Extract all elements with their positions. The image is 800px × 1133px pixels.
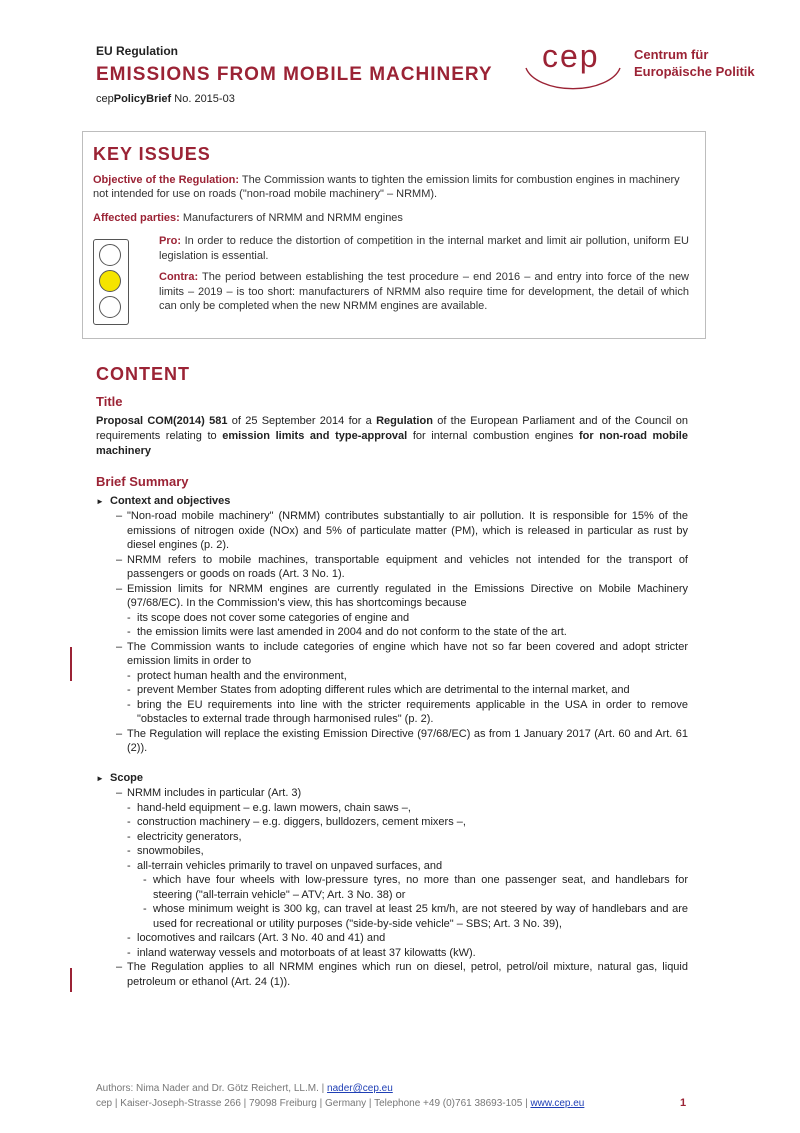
sub-list-item: - all-terrain vehicles primarily to travel on unpaved surfaces, and - which have four wheels with low-pressure tyres, no more than one passenger seat, and handlebars for steering ("all-terrain vehicle" – ATV; Art. 3 No. 38) or - whose minimum weight is 300 kg, can travel at least 25 km/h, are not steered by way of handlebars and are used for recreational or utility purposes ("side-by-side vehicle" – SBS; Art. 3 No. 39), (127, 859, 688, 932)
logo-text: cep (542, 38, 600, 74)
brief-number: cepPolicyBrief No. 2015-03 (96, 93, 235, 105)
triangle-bullet-icon: ► (96, 774, 104, 783)
document-title: EMISSIONS FROM MOBILE MACHINERY (96, 64, 493, 85)
footer-address: cep | Kaiser-Joseph-Strasse 266 | 79098 Freiburg | Germany | Telephone +49 (0)761 38693-105 | www.cep.eu (96, 1098, 585, 1109)
triangle-bullet-icon: ► (96, 497, 104, 506)
context-list (116, 509, 688, 756)
sub-list-item: - hand-held equipment – e.g. lawn mowers, chain saws –, (127, 801, 688, 816)
sub-list-item: - which have four wheels with low-pressure tyres, no more than one passenger seat, and handlebars for steering ("all-terrain vehicle" – ATV; Art. 3 No. 38) or (137, 873, 688, 902)
brief-summary-heading: Brief Summary (96, 474, 189, 489)
website-link[interactable]: www.cep.eu (530, 1098, 585, 1109)
sub-list-item: - its scope does not cover some categories of engine and (127, 611, 688, 626)
key-issues-box (82, 131, 706, 339)
sub-list-item: - construction machinery – e.g. diggers, bulldozers, cement mixers –, (127, 815, 688, 830)
header-kicker: EU Regulation (96, 44, 179, 58)
proposal-paragraph: Proposal COM(2014) 581 of 25 September 2014 for a Regulation of the European Parliament and of the Council on requirements relating to emission limits and type-approval for internal combustion engines for non-road mobile machinery (96, 415, 688, 457)
title-heading: Title (96, 394, 123, 409)
list-item: – The Regulation applies to all NRMM engines which run on diesel, petrol, petrol/oil mixture, natural gas, liquid petroleum or ethanol (Art. 24 (1)). (116, 960, 688, 989)
key-issues-title: KEY ISSUES (93, 144, 211, 164)
sub-list-item: - electricity generators, (127, 830, 688, 845)
sub-list-item: - bring the EU requirements into line with the stricter requirements applicable in the USA in order to remove "obstacles to external trade through harmonised rules" (p. 2). (127, 698, 688, 727)
list-item: – NRMM includes in particular (Art. 3) - hand-held equipment – e.g. lawn mowers, chain saws –, - construction machinery – e.g. diggers, bulldozers, cement mixers –, - electricity generators, - snowmobiles, - all-terrain vehicles primarily to travel on unpaved surfaces, and - which have four wheels with low-pressure tyres, no more than one passenger seat, and handlebars for steering ("all-terrain vehicle" – ATV; Art. 3 No. 38) or - whose minimum weight is 300 kg, can travel at least 25 km/h, are not steered by way of handlebars and are used for recreational or utility purposes ("side-by-side vehicle" – SBS; Art. 3 No. 39), - locomotives and railcars (Art. 3 No. 40 and 41) and - inland waterway vessels and motorboats of at least 37 kilowatts (kW). (116, 786, 688, 960)
scope-list (116, 786, 688, 989)
sub-list-item: - protect human health and the environment, (127, 669, 688, 684)
page-number: 1 (680, 1097, 687, 1109)
sub-list-item: - the emission limits were last amended in 2004 and do not conform to the state of the art. (127, 625, 688, 640)
list-item: – Emission limits for NRMM engines are currently regulated in the Emissions Directive on Mobile Machinery (97/68/EC). In the Commission's view, this has shortcomings because - its scope does not cover some categories of engine and - the emission limits were last amended in 2004 and do not conform to the state of the art. (116, 582, 688, 640)
objective-paragraph: Objective of the Regulation: The Commission wants to tighten the emission limits for combustion engines in machinery not intended for use on roads ("non-road mobile machinery" – NRMM). (93, 174, 680, 200)
red-lamp-icon (99, 244, 121, 266)
cep-logo (520, 38, 760, 90)
scope-heading: ► Scope (96, 772, 144, 784)
sub-list-item: - snowmobiles, (127, 844, 688, 859)
sub-list-item: - inland waterway vessels and motorboats of at least 37 kilowatts (kW). (127, 946, 688, 961)
list-item: – The Regulation will replace the existing Emission Directive (97/68/EC) as from 1 January 2017 (Art. 60 and Art. 61 (2)). (116, 727, 688, 756)
sub-list-item: - prevent Member States from adopting different rules which are detrimental to the internal market, and (127, 683, 688, 698)
pro-paragraph: Pro: In order to reduce the distortion of competition in the internal market and limit air pollution, uniform EU legislation is essential. (159, 235, 689, 262)
green-lamp-icon (99, 296, 121, 318)
affected-parties: Affected parties: Manufacturers of NRMM and NRMM engines (93, 212, 403, 224)
yellow-lamp-icon (99, 270, 121, 292)
sub-list-item: - whose minimum weight is 300 kg, can travel at least 25 km/h, are not steered by way of handlebars and are used for recreational or utility purposes ("side-by-side vehicle" – SBS; Art. 3 No. 39), (137, 902, 688, 931)
contra-paragraph: Contra: The period between establishing the test procedure – end 2016 – and entry into force of the new limits – 2019 – is too short: manufacturers of NRMM also require time for development, the detail of which can only be completed when the new NRMM engines are available. (159, 271, 689, 312)
context-heading: ► Context and objectives (96, 495, 231, 507)
sub-list-item: - locomotives and railcars (Art. 3 No. 40 and 41) and (127, 931, 688, 946)
list-item: – The Commission wants to include categories of engine which have not so far been covered and adopt stricter emission limits in order to - protect human health and the environment, - prevent Member States from adopting different rules which are detrimental to the internal market, and - bring the EU requirements into line with the stricter requirements applicable in the USA in order to remove "obstacles to external trade through harmonised rules" (p. 2). (116, 640, 688, 727)
footer-authors: Authors: Nima Nader and Dr. Götz Reichert, LL.M. | nader@cep.eu (96, 1083, 393, 1094)
list-item: – NRMM refers to mobile machines, transportable equipment and vehicles not intended for the transport of passengers or goods on roads (Art. 3 No. 1). (116, 553, 688, 582)
author-email-link[interactable]: nader@cep.eu (327, 1083, 393, 1094)
margin-change-bar (70, 647, 72, 681)
org-name: Centrum für Europäische Politik (634, 47, 755, 79)
traffic-light-icon (93, 239, 129, 325)
content-title: CONTENT (96, 364, 190, 384)
margin-change-bar (70, 968, 72, 992)
list-item: – "Non-road mobile machinery" (NRMM) contributes substantially to air pollution. It is responsible for 15% of the emissions of nitrogen oxide (NOx) and 5% of particulate matter (PM), which is released in particular as rust by diesel engines (p. 2). (116, 509, 688, 553)
